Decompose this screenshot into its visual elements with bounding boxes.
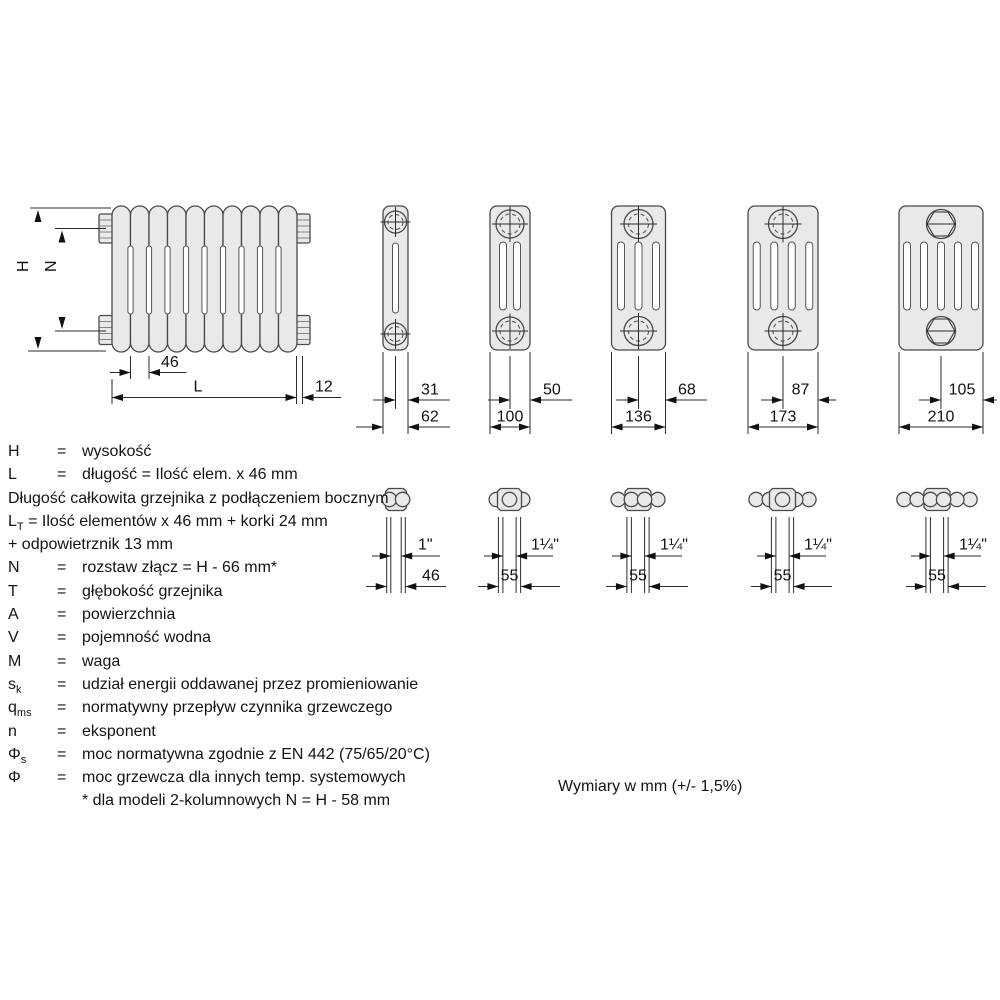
legend-symbol: N (8, 559, 20, 577)
dimension-element-46 (110, 354, 187, 379)
legend-symbol: L (8, 466, 17, 484)
half-depth-value: 105 (948, 381, 976, 399)
section-dimensions (356, 352, 450, 434)
thread-size-value: 1" (418, 536, 433, 554)
legend-equals: = (57, 559, 67, 577)
pitch-label: N (43, 260, 60, 272)
legend-desc: rozstaw złącz = H - 66 mm* (82, 559, 278, 577)
front-view (15, 206, 341, 404)
legend-row-V (8, 626, 478, 649)
legend-desc: głębokość grzejnika (82, 582, 223, 600)
subscript: k (16, 684, 22, 697)
dimension-height-H (15, 208, 111, 351)
top-view-6-column (897, 489, 987, 594)
legend-equals: = (57, 443, 67, 460)
legend-equals: = (57, 699, 67, 717)
section-3-column (488, 206, 572, 434)
section-dimensions (612, 352, 708, 434)
subscript: s (20, 754, 27, 767)
legend-row-H (8, 440, 478, 463)
spacing-value: 46 (422, 567, 440, 585)
legend-symbol: M (8, 652, 22, 670)
top-view-4-column (606, 489, 688, 594)
legend-total-length-line2: $L_T$ = Ilość elementów x 46 mm + korki 24 mm (8, 512, 328, 534)
units-note: Wymiary w mm (+/- 1,5%) (558, 778, 743, 795)
plug-hex-bottom (927, 317, 956, 346)
legend-equals: = (57, 745, 67, 763)
section-6-column (899, 206, 997, 434)
legend-row-A (8, 603, 478, 626)
legend-row-M (8, 650, 478, 673)
legend-equals: = (57, 629, 67, 647)
thread-size-value: 1¼" (660, 536, 688, 554)
thread-size-value: 1¼" (531, 536, 559, 554)
length-label: L (193, 378, 203, 396)
legend-symbol: n (8, 722, 17, 740)
legend-equals: = (57, 722, 67, 740)
section-dimensions (899, 352, 997, 434)
legend-equals: = (57, 675, 67, 693)
legend-symbol: q (8, 699, 17, 717)
thread-size-value: 1¼" (959, 536, 987, 554)
section-2-column (356, 206, 450, 434)
spacing-value: 55 (773, 567, 792, 585)
legend-desc: pojemność wodna (82, 629, 211, 647)
legend-equals: = (57, 606, 67, 624)
legend-row-phi-s (8, 743, 478, 766)
legend-equals: = (57, 652, 67, 670)
spacing-value: 55 (629, 567, 647, 585)
dimension-pitch-N (43, 229, 106, 332)
legend-desc: eksponent (82, 722, 156, 740)
half-depth-value: 68 (678, 381, 696, 399)
subscript: ms (16, 707, 32, 720)
legend-symbol: A (8, 606, 19, 624)
half-depth-value: 87 (791, 381, 810, 399)
top-view-dimensions (606, 517, 688, 593)
column-gaps (128, 246, 281, 314)
subscript: T (16, 521, 24, 534)
legend-symbol: V (8, 629, 19, 647)
end-extension-value: 12 (315, 378, 333, 396)
legend-total-length-line1: Długość całkowita grzejnika z podłączeniem bocznym (8, 489, 389, 507)
legend-symbol: H (8, 443, 20, 460)
legend-desc: moc normatywna zgodnie z EN 442 (75/65/20°C) (82, 745, 430, 763)
legend-desc: waga (82, 652, 121, 670)
nipple-cap-bottom-right (297, 316, 311, 345)
top-view-5-column (749, 489, 832, 594)
plug-hex-top (927, 210, 956, 239)
spacing-value: 55 (500, 567, 519, 585)
legend-row-L (8, 463, 478, 486)
nipple-cap-top-right (297, 214, 311, 243)
top-view-3-column (478, 489, 560, 594)
legend-row-N (8, 556, 478, 579)
legend-desc: powierzchnia (82, 606, 176, 624)
top-view-dimensions (906, 517, 987, 593)
legend-equals: = (57, 582, 67, 600)
legend-total-length-line3: + odpowietrznik 13 mm (8, 536, 173, 554)
legend-symbol: Φ (8, 745, 21, 763)
section-dimensions (748, 352, 836, 434)
top-view-dimensions (751, 517, 832, 593)
legend-symbol: T (8, 582, 18, 600)
legend-desc: moc grzewcza dla innych temp. systemowych (82, 769, 406, 787)
half-depth-value: 31 (421, 381, 439, 399)
legend-row-qms (8, 696, 478, 719)
half-depth-value: 50 (543, 381, 561, 399)
nipple-cap-bottom-left (99, 316, 113, 345)
legend-equals: = (57, 466, 67, 484)
thread-size-value: 1¼" (804, 536, 832, 554)
section-5-column (748, 206, 836, 434)
dimension-length-L (112, 356, 297, 404)
column-slots (618, 242, 660, 310)
dimension-end-12 (303, 356, 342, 404)
depth-value: 136 (625, 408, 652, 426)
legend-desc: długość = Ilość elem. x 46 mm (82, 466, 298, 484)
legend-row-n (8, 720, 478, 743)
depth-value: 62 (421, 408, 439, 426)
top-view-dimensions (478, 517, 560, 593)
section-4-column (612, 206, 708, 434)
height-label: H (15, 260, 32, 272)
legend-desc: udział energii oddawanej przez promieniowanie (82, 675, 419, 693)
legend-symbol: Φ (8, 769, 21, 787)
depth-value: 210 (927, 408, 955, 426)
legend-desc: wysokość (82, 443, 152, 460)
element-width-value: 46 (161, 354, 179, 371)
legend-row-T (8, 580, 478, 603)
section-dimensions (488, 352, 572, 434)
legend-row-phi (8, 766, 478, 789)
legend-symbol: s (8, 675, 16, 693)
legend-row-sk (8, 673, 478, 696)
legend (8, 440, 478, 813)
legend-footnote: * dla modeli 2-kolumnowych N = H - 58 mm (82, 792, 391, 810)
legend-desc: normatywny przepływ czynnika grzewczego (82, 699, 393, 717)
depth-value: 100 (496, 408, 524, 426)
spacing-value: 55 (928, 567, 946, 585)
depth-value: 173 (769, 408, 797, 426)
legend-equals: = (57, 769, 67, 787)
column-slot (393, 243, 399, 313)
